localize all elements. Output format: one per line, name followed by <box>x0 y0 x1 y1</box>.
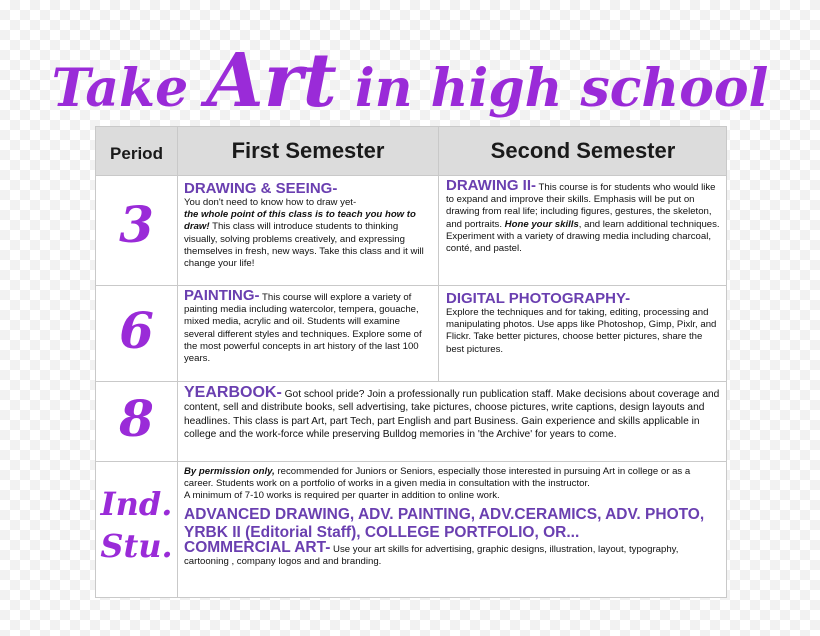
course-title: DRAWING & SEEING- <box>184 180 338 197</box>
period-label-line2: Stu. <box>100 527 173 565</box>
course-title: DIGITAL PHOTOGRAPHY- <box>446 290 631 307</box>
full-year-cell <box>178 381 726 461</box>
period-cell <box>96 461 178 597</box>
course-description <box>184 539 720 568</box>
advanced-course-list: ADVANCED DRAWING, ADV. PAINTING, ADV.CERAMICS, ADV. PHOTO, YRBK II (Editorial Staff), COLLEGE PORTFOLIO, OR... <box>184 506 705 541</box>
table-header-row <box>96 127 726 176</box>
period-number: 8 <box>119 389 154 448</box>
period-label-line1: Ind. <box>100 485 173 523</box>
course-description <box>184 287 432 365</box>
title-prefix: Take <box>51 58 207 119</box>
period-cell <box>96 175 178 285</box>
permission-note: By permission only, <box>184 466 275 477</box>
description-lead: You don't need to know how to draw yet- <box>184 197 357 208</box>
full-year-cell <box>178 461 726 597</box>
table-row-period-8 <box>96 381 726 462</box>
course-description <box>184 197 432 270</box>
header-second-cell <box>440 127 726 175</box>
period-cell <box>96 285 178 381</box>
requirement-note: A minimum of 7-10 works is required per quarter in addition to online work. <box>184 490 500 501</box>
description-text: , and learn additional techniques. Experiment with a variety of drawing media including charcoal, conté, and pastel. <box>446 218 720 255</box>
description-text: This course will explore a variety of painting media including watercolor, tempera, gouache, mixed media, acrylic and oil. Students will examine several different styles and techniques. Explore some of the most powerful concepts in art history of the last 100 years. <box>184 292 422 365</box>
header-second-semester: Second Semester <box>490 138 676 163</box>
header-first-semester: First Semester <box>231 138 385 163</box>
title-suffix: in high school <box>336 58 769 119</box>
course-note <box>184 466 720 490</box>
course-title: COMMERCIAL ART- <box>184 539 331 556</box>
description-text: Use your art skills for advertising, graphic designs, illustration, layout, typography, cartooning , company logos and and branding. <box>184 544 679 568</box>
description-text: recommended for Juniors or Seniors, especially those interested in pursuing Art in college or as a career. Students work on a portfolio of works in a given media in consultation with the instructor. <box>184 466 691 489</box>
header-period-cell <box>96 127 178 175</box>
first-semester-cell <box>178 175 439 285</box>
period-number: 3 <box>119 195 154 254</box>
course-title: DRAWING II- <box>446 177 536 194</box>
second-semester-cell <box>440 175 726 285</box>
header-first-cell <box>178 127 439 175</box>
table-row-period-3 <box>96 175 726 286</box>
period-number: 6 <box>119 301 154 360</box>
description-text: Got school pride? Join a professionally run publication staff. Make decisions about coverage and content, sell and distribute books, sell advertising, take pictures, choose pictures, write captions, design layouts and headlines. This class is part Art, part Tech, part English and part Business. Gain experience and skills applicable in college and the work-force while preserving Bulldog memories in 'the Archive' for years to come. <box>184 389 720 441</box>
table-row-period-6 <box>96 285 726 382</box>
schedule-table <box>95 126 727 598</box>
description-text: This course is for students who would like to expand and improve their skills. Emphasis will be put on drawing from real life; including figures, gestures, the skeleton, and portraits. <box>446 182 716 230</box>
course-description <box>184 386 720 442</box>
table-row-independent-study <box>96 461 726 597</box>
title-highlight: Art <box>206 38 337 124</box>
description-emphasis: Hone your skills <box>504 218 579 230</box>
description-emphasis: the whole point of this class is to teach you how to draw! <box>184 209 416 233</box>
course-title: YEARBOOK- <box>184 384 282 401</box>
page-title <box>0 36 820 126</box>
course-description: Explore the techniques and for taking, editing, processing and manipulating photos. Use apps like Photoshop, Gimp, Pixlr, and Flickr. Take better pictures, choose better pictures, share the best pictures. <box>446 307 717 355</box>
course-description <box>446 177 720 255</box>
second-semester-cell <box>440 285 726 381</box>
description-text: This class will introduce students to thinking visually, solving problems creatively, and expressing themselves in fresh, new ways. Take this class and it will change your life! <box>184 221 424 270</box>
header-period: Period <box>110 144 163 163</box>
course-title: PAINTING- <box>184 287 260 304</box>
first-semester-cell <box>178 285 439 381</box>
period-cell <box>96 381 178 461</box>
